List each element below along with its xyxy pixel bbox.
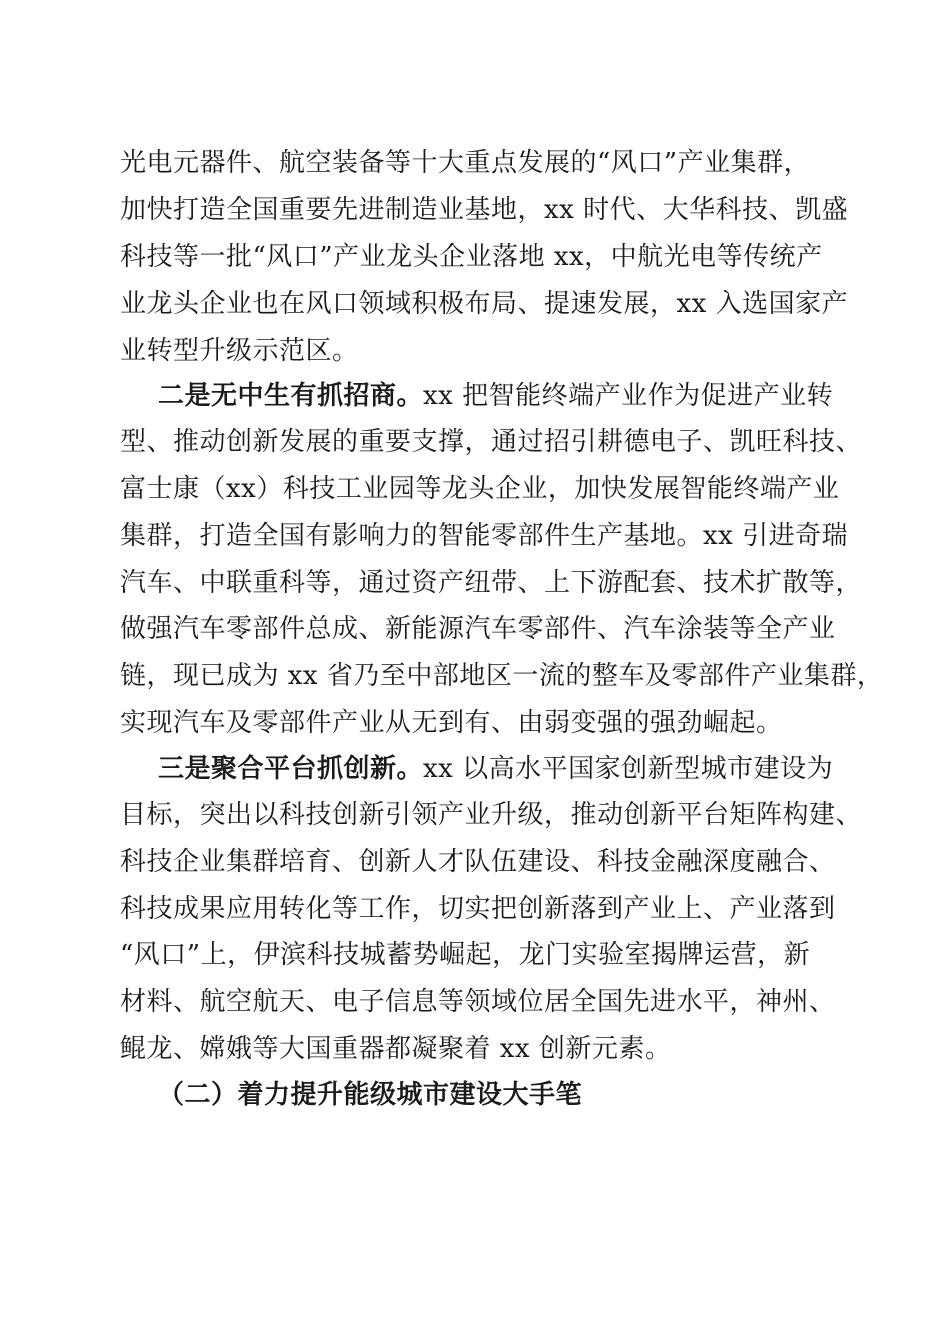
paragraph-line: 集群，打造全国有影响力的智能零部件生产基地。xx 引进奇瑞 bbox=[120, 521, 849, 551]
paragraph-line: 科技企业集群培育、创新人才队伍建设、科技金融深度融合、 bbox=[120, 847, 836, 877]
paragraph-line: 实现汽车及零部件产业从无到有、由弱变强的强劲崛起。 bbox=[120, 708, 783, 738]
paragraph-line: 加快打造全国重要先进制造业基地，xx 时代、大华科技、凯盛 bbox=[120, 195, 849, 225]
paragraph-line: 业龙头企业也在风口领域积极布局、提速发展，xx 入选国家产 bbox=[120, 289, 849, 319]
paragraph-line: “风口”上，伊滨科技城蓄势崛起，龙门实验室揭牌运营，新 bbox=[120, 940, 811, 970]
section-heading: （二）着力提升能级城市建设大手笔 bbox=[158, 1080, 583, 1110]
paragraph-line: 光电元器件、航空装备等十大重点发展的“风口”产业集群， bbox=[120, 148, 811, 178]
paragraph-text: xx 以高水平国家创新型城市建设为 bbox=[423, 754, 834, 784]
paragraph-line: 科技成果应用转化等工作，切实把创新落到产业上、产业落到 bbox=[120, 894, 836, 924]
paragraph-line: 材料、航空航天、电子信息等领域位居全国先进水平，神州、 bbox=[120, 987, 836, 1017]
paragraph-line: 业转型升级示范区。 bbox=[120, 336, 359, 366]
paragraph-line: 富士康（xx）科技工业园等龙头企业，加快发展智能终端产业 bbox=[120, 474, 840, 504]
paragraph-line: 汽车、中联重科等，通过资产纽带、上下游配套、技术扩散等， bbox=[120, 568, 863, 598]
paragraph-line: 目标，突出以科技创新引领产业升级，推动创新平台矩阵构建、 bbox=[120, 800, 863, 830]
paragraph-first-line bbox=[158, 752, 833, 786]
paragraph-first-line bbox=[158, 379, 833, 413]
paragraph-line: 型、推动创新发展的重要支撑，通过招引耕德电子、凯旺科技、 bbox=[120, 427, 863, 457]
paragraph-text: xx 把智能终端产业作为促进产业转 bbox=[423, 381, 834, 411]
paragraph-line: 鲲龙、嫦娥等大国重器都凝聚着 xx 创新元素。 bbox=[120, 1034, 672, 1064]
paragraph-lead: 三是聚合平台抓创新。 bbox=[158, 754, 424, 784]
paragraph-lead: 二是无中生有抓招商。 bbox=[158, 381, 424, 411]
paragraph-line: 科技等一批“风口”产业龙头企业落地 xx，中航光电等传统产 bbox=[120, 242, 823, 272]
paragraph-line: 链，现已成为 xx 省乃至中部地区一流的整车及零部件产业集群， bbox=[120, 661, 884, 691]
paragraph-line: 做强汽车零部件总成、新能源汽车零部件、汽车涂装等全产业 bbox=[120, 614, 836, 644]
